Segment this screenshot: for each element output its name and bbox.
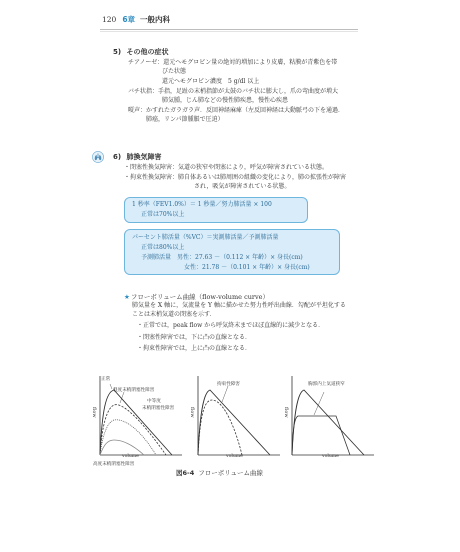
fv-line-restrictive: ・拘束性障害では，上に凸の直線となる． bbox=[137, 345, 252, 352]
fig3-label-stenosis: 胸郭内上気道狭窄 bbox=[308, 382, 345, 387]
fig1-label-severe: 高度末梢閉塞性障害 bbox=[93, 462, 135, 467]
section6-number: 6) bbox=[113, 153, 122, 161]
fig2-label-restrictive: 拘束性障害 bbox=[217, 382, 240, 387]
fig1-normal-curve bbox=[100, 390, 175, 455]
fv-line-desc: 肺気量を X 軸に，気流量を Y 軸に描かせた努力性呼出曲線．勾配が平坦化する bbox=[132, 302, 346, 309]
flow-volume-heading bbox=[124, 292, 269, 301]
fig2-x-label: volume bbox=[226, 454, 243, 459]
vc-formula-box bbox=[124, 229, 340, 275]
star-icon: ★ bbox=[124, 293, 130, 301]
fig3-normal-curve bbox=[292, 390, 364, 455]
section5-heading bbox=[113, 47, 169, 57]
fig1-y-label: flow bbox=[91, 407, 97, 418]
s5-line-hb: 還元ヘモグロビン濃度 5 g/dl 以上 bbox=[162, 78, 260, 85]
lungs-icon bbox=[92, 151, 104, 163]
s5-line-hoarseness-cont: 肺癌，リンパ節腫脹で圧迫） bbox=[146, 116, 224, 123]
section5-number: 5) bbox=[113, 48, 122, 56]
fv-line-desc-cont: ことは末梢気道の閉塞を示す． bbox=[132, 311, 216, 318]
s5-line-hoarseness: 嗄声：かすれたガラガラ声．反回神経麻痺（左反回神経は大動脈弓の下を通過． bbox=[128, 107, 345, 114]
fig2-normal-curve bbox=[198, 390, 270, 455]
fig1-severe-curve bbox=[100, 440, 144, 455]
section6-title: 肺換気障害 bbox=[126, 153, 162, 161]
figure-caption bbox=[176, 468, 263, 477]
chapter-title: 一般内科 bbox=[140, 15, 171, 24]
section5-title: その他の症状 bbox=[126, 48, 169, 56]
header-rule-light bbox=[100, 31, 358, 32]
fig2-y-label: flow bbox=[189, 407, 195, 418]
fig3-y-label: flow bbox=[283, 407, 289, 418]
fv-line-obstructive: ・閉塞性障害では，下に凸の直線となる． bbox=[137, 334, 252, 341]
figure-caption-text: フローボリューム曲線 bbox=[198, 469, 264, 477]
s5-line-cyanosis: チアノーゼ：還元ヘモグロビン量の絶対的増加により皮膚，粘膜が青紫色を帯 bbox=[128, 59, 338, 66]
flow-volume-title: フローボリューム曲線（flow-volume curve） bbox=[130, 293, 270, 301]
s6-line-restrictive: ・拘束性換気障害：肺自体あるいは肺周囲の組織の変化により，肺の拡張性が障害 bbox=[124, 174, 347, 181]
s5-line-clubbing-causes: 肺気腫，じん肺などの慢性肺疾患，慢性心疾患 bbox=[162, 97, 289, 104]
chapter-number: 6章 bbox=[122, 15, 136, 24]
figure-obstructive bbox=[92, 370, 184, 464]
fig1-x-label: volume bbox=[122, 454, 139, 459]
fig3-stenosis-curve bbox=[292, 416, 350, 455]
fig1-moderate-curve bbox=[100, 420, 156, 455]
page-number: 120 bbox=[102, 15, 117, 24]
vc-normal: 正常は80%以上 bbox=[141, 244, 185, 251]
running-header bbox=[102, 14, 170, 25]
figure-number: 図6-4 bbox=[176, 469, 195, 477]
fig1-label-moderate-1: 中等度 bbox=[147, 399, 161, 404]
header-rule bbox=[100, 29, 358, 30]
s5-line-clubbing: バチ状指：手指，足趾の末梢指節が太鼓のバチ状に膨大し，爪の弯曲度が増大 bbox=[128, 88, 339, 95]
fig1-label-mild: 軽度末梢閉塞性障害 bbox=[113, 388, 155, 393]
section6-heading bbox=[113, 152, 162, 162]
s6-line-obstructive: ・閉塞性換気障害：気道の狭窄や閉塞により，呼気が障害されている状態。 bbox=[124, 164, 329, 171]
vc-formula: パーセント肺活量（%VC）＝実測肺活量／予測肺活量 bbox=[132, 234, 279, 241]
fig3-x-label: volume bbox=[322, 454, 339, 459]
fev1-formula-box bbox=[124, 197, 308, 223]
fig1-label-moderate-2: 末梢閉塞性障害 bbox=[142, 406, 175, 411]
fv-line-normal: ・正常では，peak flow から呼気終末までほぼ直線的に減少となる． bbox=[137, 322, 325, 329]
fev1-formula: 1 秒率（FEV1.0%）＝ 1 秒量／努力肺活量 × 100 bbox=[132, 201, 272, 208]
fig1-label-normal: 正常 bbox=[101, 377, 111, 382]
fig1-mild-curve bbox=[100, 405, 166, 455]
fev1-normal: 正常は70%以上 bbox=[141, 211, 185, 218]
fig2-restrictive-curve bbox=[198, 400, 242, 455]
s6-line-restrictive-cont: され，吸気が障害されている状態。 bbox=[194, 183, 291, 190]
vc-predicted-male: 予測肺活量 男性：27.63 －（0.112 × 年齢）× 身長(cm) bbox=[141, 254, 303, 261]
s5-line-cyanosis-cont: びた状態 bbox=[162, 68, 187, 75]
vc-predicted-female: 女性：21.78 －（0.101 × 年齢）× 身長(cm) bbox=[184, 264, 310, 271]
